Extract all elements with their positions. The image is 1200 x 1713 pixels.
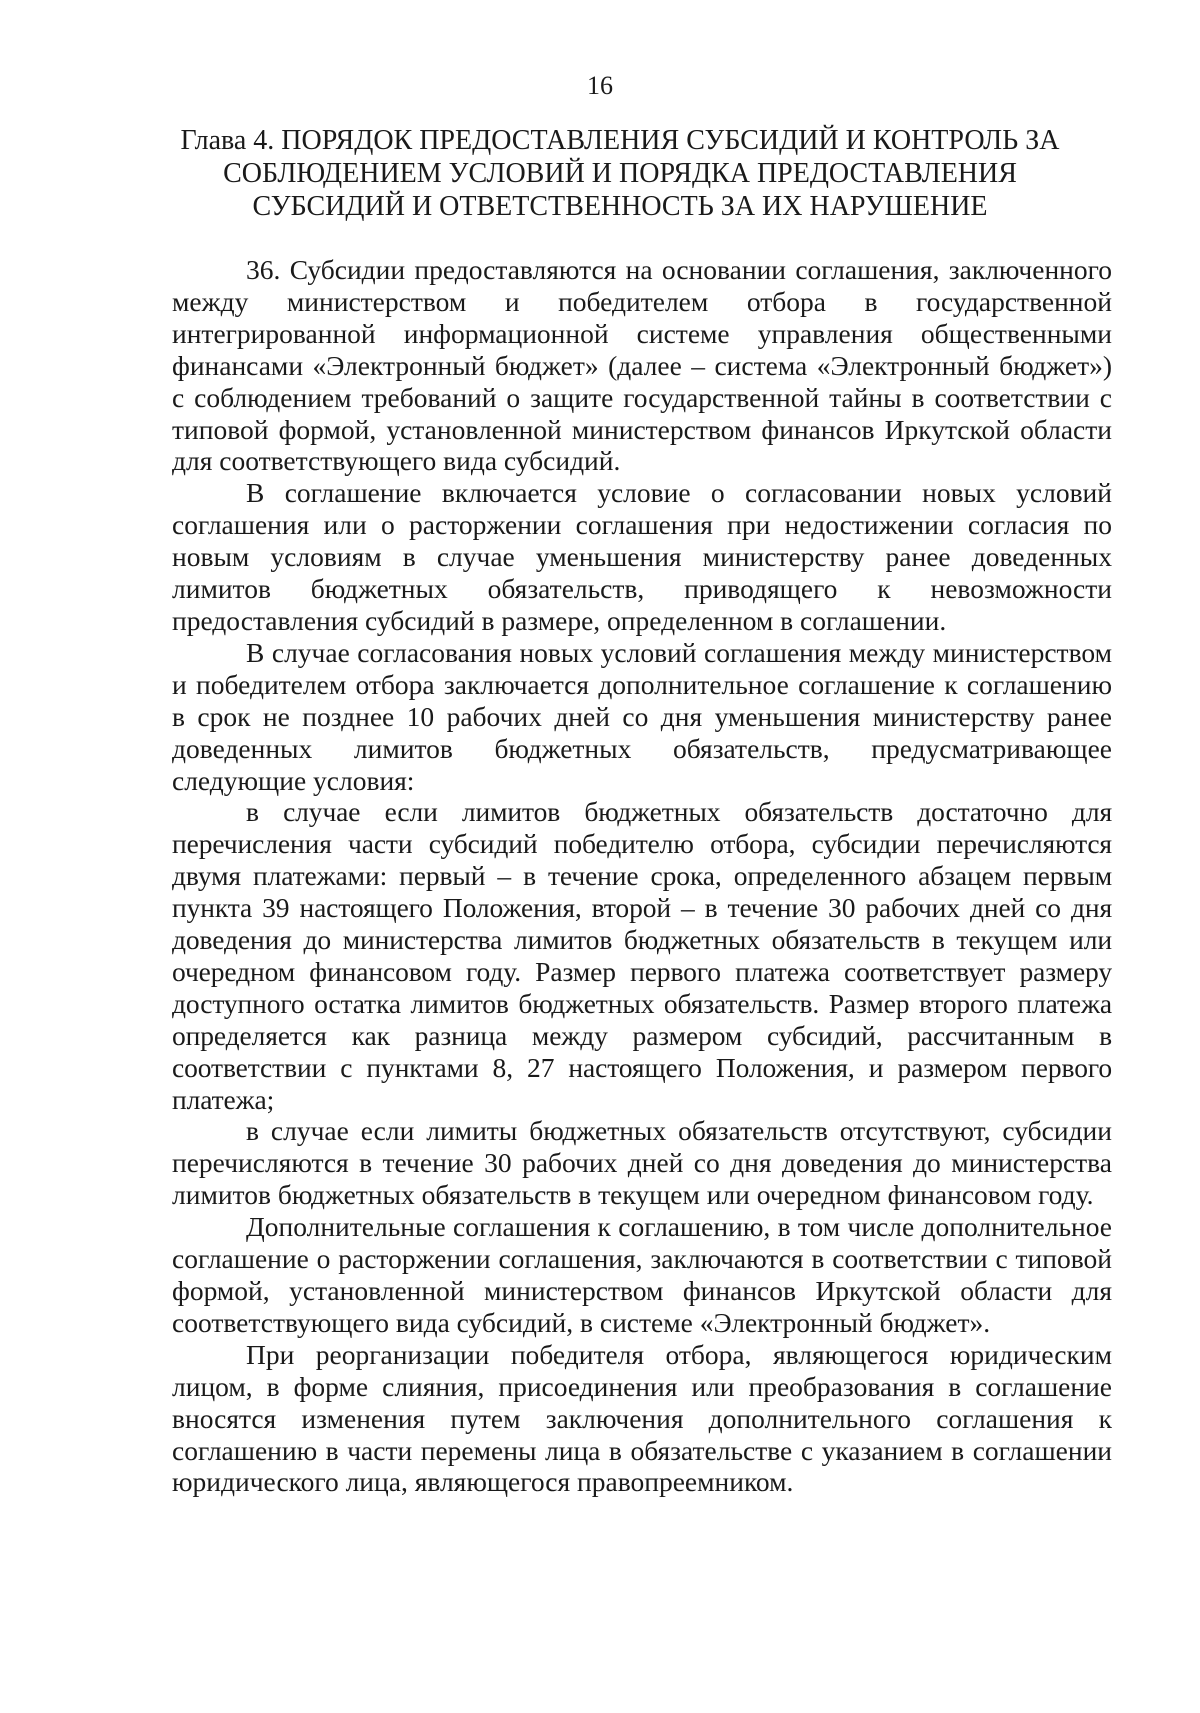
paragraph-two-payments: в случае если лимитов бюджетных обязательств достаточно для перечисления части субсидий победителю отбора, субсидии перечисляются двумя платежами: первый – в течение срока, определенного абзацем первым пункта 39 настоящего Положения, второй – в течение 30 рабочих дней со дня доведения до министерства лимитов бюджетных обязательств в текущем или очередном финансовом году. Размер первого платежа соответствует размеру доступного остатка лимитов бюджетных обязательств. Размер второго платежа определяется как разница между размером субсидий, рассчитанным в соответствии с пунктами 8, 27 настоящего Положения, и размером первого платежа; xyxy=(172,796,1112,1115)
paragraph-agreement-condition: В соглашение включается условие о согласовании новых условий соглашения или о расторжении соглашения при недостижении согласия по новым условиям в случае уменьшения министерству ранее доведенных лимитов бюджетных обязательств, приводящего к невозможности предоставления субсидий в размере, определенном в соглашении. xyxy=(172,477,1112,636)
chapter-title-line-3: СУБСИДИЙ И ОТВЕТСТВЕННОСТЬ ЗА ИХ НАРУШЕНИЕ xyxy=(252,191,988,222)
chapter-title xyxy=(160,124,1080,223)
paragraph-reorganization: При реорганизации победителя отбора, являющегося юридическим лицом, в форме слияния, присоединения или преобразования в соглашение вносятся изменения путем заключения дополнительного соглашения к соглашению в части перемены лица в обязательстве с указанием в соглашении юридического лица, являющегося правопреемником. xyxy=(172,1338,1112,1498)
document-body xyxy=(172,254,1112,1498)
page-number: 16 xyxy=(587,71,613,100)
paragraph-additional-agreements: Дополнительные соглашения к соглашению, в том числе дополнительное соглашение о расторжении соглашения, заключаются в соответствии с типовой формой, установленной министерством финансов Иркутской области для соответствующего вида субсидий, в системе «Электронный бюджет». xyxy=(172,1211,1112,1338)
paragraph-no-limits: в случае если лимиты бюджетных обязательств отсутствуют, субсидии перечисляются в течение 30 рабочих дней со дня доведения до министерства лимитов бюджетных обязательств в текущем или очередном финансовом году. xyxy=(172,1115,1112,1211)
chapter-title-line-2: СОБЛЮДЕНИЕМ УСЛОВИЙ И ПОРЯДКА ПРЕДОСТАВЛЕНИЯ xyxy=(223,158,1017,189)
chapter-title-line-1: Глава 4. ПОРЯДОК ПРЕДОСТАВЛЕНИЯ СУБСИДИЙ И КОНТРОЛЬ ЗА xyxy=(180,125,1060,156)
paragraph-36: 36. Субсидии предоставляются на основании соглашения, заключенного между министерством и победителем отбора в государственной интегрированной информационной системе управления общественными финансами «Электронный бюджет» (далее – система «Электронный бюджет») с соблюдением требований о защите государственной тайны в соответствии с типовой формой, установленной министерством финансов Иркутской области для соответствующего вида субсидий. xyxy=(172,254,1112,477)
paragraph-new-conditions: В случае согласования новых условий соглашения между министерством и победителем отбора заключается дополнительное соглашение к соглашению в срок не позднее 10 рабочих дней со дня уменьшения министерству ранее доведенных лимитов бюджетных обязательств, предусматривающее следующие условия: xyxy=(172,636,1112,796)
